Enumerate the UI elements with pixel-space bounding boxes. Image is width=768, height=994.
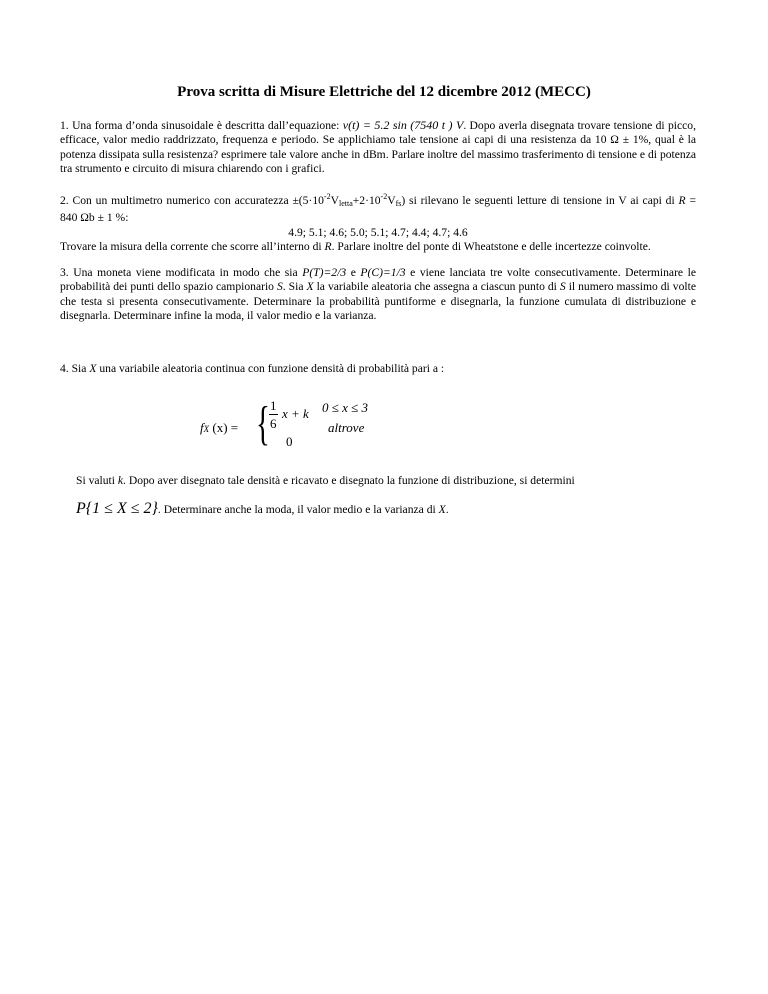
exponent: -2 [380,192,388,201]
variable: R [324,240,332,254]
question-text: = 840 Ωb ± 1 %: [60,194,696,225]
variable: S [276,280,283,294]
fraction-numerator: 1 [270,398,277,413]
formula-lhs: fX (x) = [200,420,239,435]
question-text: Una forma d’onda sinusoidale è descritta dall’equazione: [72,119,340,132]
equation: v(t) = 5.2 sin (7540 t ) V [342,118,464,132]
question-4-probability [76,500,449,518]
question-text: . [445,503,449,516]
question-text: una variabile aleatoria continua con funzione densità di probabilità pari a : [99,362,445,375]
question-text: Trovare la misura della corrente che scorre all’interno di [60,240,322,254]
unit: V [330,194,339,207]
question-4 [60,362,696,376]
page-title: Prova scritta di Misure Elettriche del 12 dicembre 2012 (MECC) [177,84,591,100]
question-text: . Dopo aver disegnato tale densità e ricavato e disegnato la funzione di distribuzione, si determini [123,474,575,487]
question-number: 2. [60,194,69,207]
fraction-denominator: 6 [270,416,277,431]
question-number: 1. [60,119,69,132]
formula-condition: 0 ≤ x ≤ 3 [322,400,369,415]
question-text: +2·10 [352,194,381,207]
unit: V [387,194,396,207]
variable: R [678,194,686,207]
variable: X [89,362,97,375]
variable: k [117,474,124,487]
question-text: Si valuti [76,474,115,487]
question-number: 4. [60,362,69,375]
question-text: . Dopo averla disegnata trovare tensione di picco, efficace, valor medio raddrizzato, frequenza e periodo. Se applichiamo tale tensione ai capi di una resistenza da 10 Ω ± 1%, qual è la potenza dissipata sulla resistenza? esprimere tale valore anche in dBm. Parlare inoltre del massimo trasferimento di tensione e di potenza tra strumento e circuito di misura chiarendo con i grafici. [60,119,696,176]
probability-expression: P(C)=1/3 [360,266,406,279]
probability-expression: P{1 ≤ X ≤ 2} [76,500,158,517]
subscript: fs [395,199,402,208]
question-3 [60,266,696,324]
question-text: . Determinare anche la moda, il valor medio e la varianza di [157,503,436,516]
question-text: . Sia [282,280,304,294]
variable: S [559,280,566,294]
variable: X [438,503,446,516]
formula-zero: 0 [286,434,293,449]
probability-expression: P(T)=2/3 [302,266,347,279]
question-text: Sia [71,362,87,375]
question-2 [60,190,696,255]
question-text: la variabile aleatoria che assegna a ciascun punto di [316,280,557,294]
question-text: e [350,266,356,279]
question-text: e viene lanciata tre volte consecutivamente. Determinare le probabilità dei punti dello spazio campionario [60,266,696,294]
exponent: -2 [323,192,331,201]
question-4-continued [76,474,696,488]
density-formula [200,398,420,458]
brace-symbol: { [256,397,270,450]
subscript: letta [338,199,353,208]
question-number: 3. [60,266,69,279]
formula-condition-otherwise: altrove [328,420,365,435]
question-1 [60,118,696,177]
question-text: Con un multimetro numerico con accuratezza ±(5·10 [72,194,324,207]
question-text: il numero massimo di volte che testa si presenta consecutivamente. Determinare la probabilità puntiforme e disegnarla, la funzione cumulata di distribuzione e disegnarla. Determinare infine la moda, il valor medio e la varianza. [60,280,696,323]
formula-term: x + k [282,406,309,421]
question-text: . Parlare inoltre del ponte di Wheatstone e delle incertezze coinvolte. [331,240,651,254]
question-text: Una moneta viene modificata in modo che sia [73,266,298,279]
fraction-bar [269,414,278,415]
variable: X [306,280,314,294]
readings-list: 4.9; 5.1; 4.6; 5.0; 5.1; 4.7; 4.4; 4.7; 4.6 [288,225,468,239]
question-text: ) si rilevano le seguenti letture di tensione in V ai capi di [401,194,675,207]
